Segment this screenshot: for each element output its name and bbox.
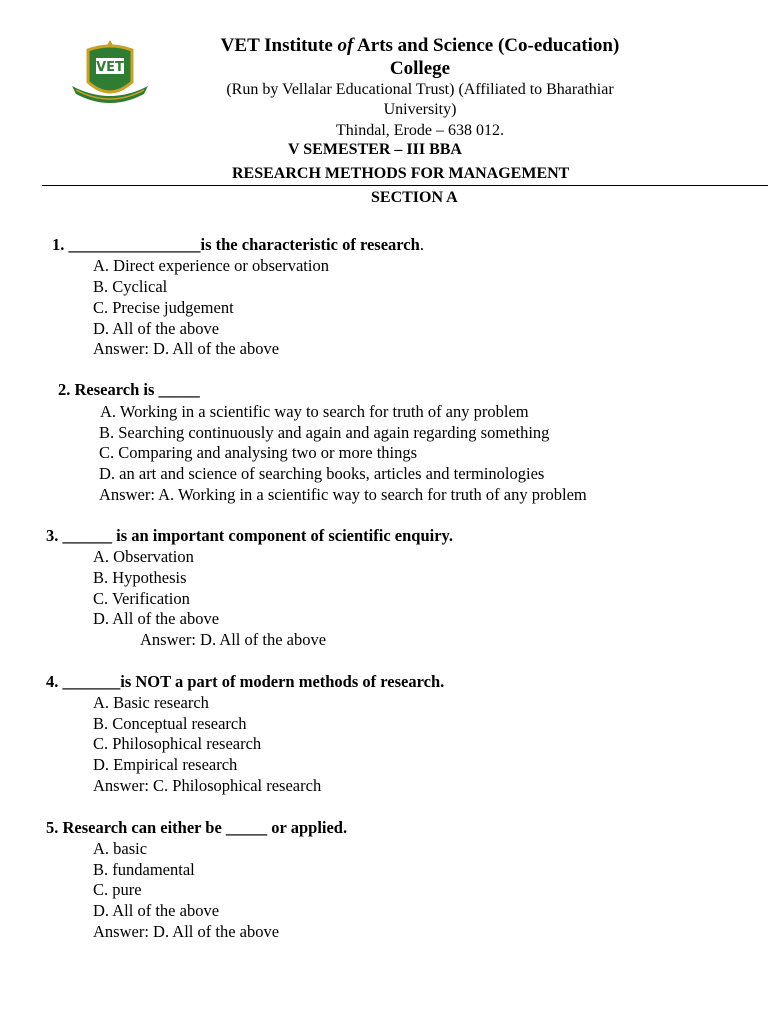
option: C. Precise judgement [93, 298, 234, 317]
option: B. Conceptual research [93, 714, 247, 733]
semester-line: V SEMESTER – III BBA [288, 141, 462, 158]
option: C. Comparing and analysing two or more things [99, 443, 418, 462]
option: A. basic [93, 839, 148, 858]
option: D. All of the above [93, 319, 220, 338]
svg-text:VET: VET [96, 60, 124, 75]
header-divider [42, 185, 768, 186]
college-label: College [389, 58, 451, 79]
institute-name: VET Institute of Arts and Science (Co-education) [220, 35, 620, 56]
answer: Answer: D. All of the above [93, 922, 280, 941]
question-stem: 2. Research is _____ [58, 380, 200, 399]
answer: Answer: D. All of the above [93, 339, 280, 358]
option: C. Philosophical research [93, 734, 262, 753]
question-stem: 5. Research can either be _____ or applied. [46, 818, 348, 837]
option: B. fundamental [93, 860, 195, 879]
trust-line-2: University) [383, 101, 457, 118]
question-stem: 1. ________________is the characteristic of research. [52, 235, 424, 254]
option: B. Hypothesis [93, 568, 187, 587]
trust-line-1: (Run by Vellalar Educational Trust) (Affiliated to Bharathiar [226, 81, 614, 98]
option: B. Searching continuously and again and again regarding something [99, 423, 550, 442]
answer: Answer: D. All of the above [140, 630, 327, 649]
option: D. Empirical research [93, 755, 238, 774]
option: A. Direct experience or observation [93, 256, 329, 275]
option: D. All of the above [93, 609, 220, 628]
option: A. Working in a scientific way to search for truth of any problem [100, 402, 529, 421]
option: C. Verification [93, 589, 190, 608]
address: Thindal, Erode – 638 012. [336, 122, 504, 139]
section-label: SECTION A [371, 189, 458, 206]
answer: Answer: C. Philosophical research [93, 776, 322, 795]
option: B. Cyclical [93, 277, 168, 296]
answer: Answer: A. Working in a scientific way to search for truth of any problem [99, 485, 587, 504]
question-stem: 4. _______is NOT a part of modern methods of research. [46, 672, 445, 691]
option: D. All of the above [93, 901, 220, 920]
question-stem: 3. ______ is an important component of scientific enquiry. [46, 526, 453, 545]
subject-title: RESEARCH METHODS FOR MANAGEMENT [232, 165, 570, 182]
option: A. Basic research [93, 693, 209, 712]
option: D. an art and science of searching books, articles and terminologies [99, 464, 545, 483]
option: A. Observation [93, 547, 194, 566]
college-logo [68, 36, 152, 112]
option: C. pure [93, 880, 142, 899]
